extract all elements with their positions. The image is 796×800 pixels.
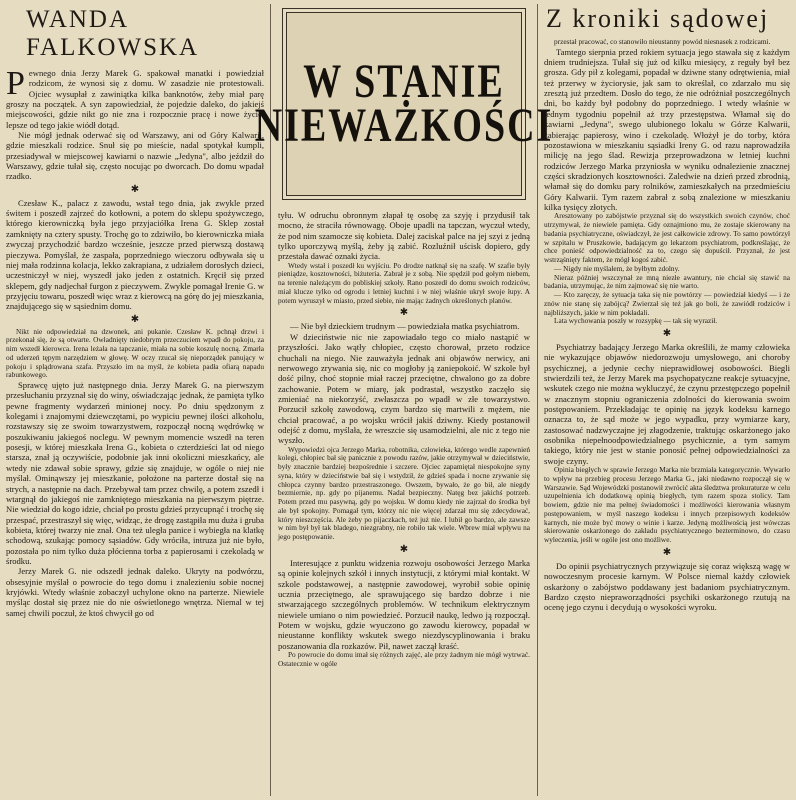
section-star-icon: ✱	[399, 307, 409, 319]
article-paragraph-small: przestał pracować, co stanowiło nieustanny powód niesnasek z rodzicami.	[554, 37, 771, 46]
article-paragraph-small: Wtedy wstał i poszedł ku wyjściu. Po drodze natknął się na szafę. W szafie były pieniądze, kosztowności, biżuteria. Zabrał je z sobą. Nie spędził pod gołym niebem, na terenie należącym do pobliskiej szkoły. Rano poszedł do domu swoich rodziców, miał klucze tylko od ogrodu i letniej kuchni i w niej właśnie ukrył swoje łupy. A potem wyruszył w miasto, przed siebie, nie mając żadnych określonych planów.	[278, 260, 530, 305]
article-paragraph-small: Lata wychowania poszły w rozsypkę — tak się wyraził.	[554, 316, 718, 326]
article-paragraph: Sprawcę ujęto już następnego dnia. Jerzy Marek G. na pierwszym przesłuchaniu przyznał się do winy, oświadczając jednak, że pamięta tylko pewne fragmenty wydarzeń minionej nocy. Po dniu spędzonym z kolegami i znajomymi dziewczętami, po wypiciu pewnej ilości alkoholu, rozstawszy się ze swoim towarzystwem, rozpoczął nocną wędrówkę w poszukiwaniu jakiegoś noclegu. W pewnym momencie wszedł na teren posesji, w której mieszkała Irena G., kobieta o czterdzieści lat od niego starsza, znał ją oczywiście, podobnie jak inni okoliczni mieszkańcy, ale wtedy nie zdawał sobie sprawy, gdzie się znajduje, w ogóle o niej nie myślał. Ominąwszy jej mieszkanie, położone na parterze dostał się na strych, a następnie na dach. Przebywał tam przez chwilę, a potem zszedł i wtargnął do jakiegoś nie zamkniętego mieszkania na pierwszym piętrze. Nie wiedział do kogo idzie, chciał po prostu gdzieś przycupnąć i trochę się przespać, przestraszył się więc, widząc, że drogę zastąpiła mu duża i gruba kobieta, której twarzy nie znał. Ona też uległa panice i wybiegła na klatkę schodową, szukając pomocy sąsiadów. Gdy wróciła, intruza już nie było, pozostała po nim tylko duża płócienna torba z papierosami i czekoladą w środku.	[6, 380, 264, 566]
section-star-icon: ✱	[399, 543, 409, 555]
article-paragraph-small: Po powrocie do domu imał się różnych zajęć, ale przy żadnym nie mógł wytrwać. Ostatecznie w ogóle	[278, 649, 530, 668]
section-title: Z kroniki sądowej	[546, 4, 770, 33]
article-paragraph: Jerzy Marek G. nie odszedł jednak daleko. Ukryty na podwórzu, obsesyjnie myślał o powrocie do tego domu i znalezieniu sobie nocnej kryjówki. Wtedy właśnie zobaczył uchylone okno na parterze. Niewiele myśląc dostał się przez nie do nie oświetlonego wnętrza. Niemal w tej samej chwili poczuł, że ktoś chwycił go od	[6, 566, 264, 618]
article-paragraph: tyłu. W odruchu obronnym złapał tę osobę za szyję i przydusił tak mocno, że straciła równowagę. Oboje upadli na tapczan, wyczuł wtedy, że pod nim szamocze się kobieta. Dalej zaciskał palce na jej szyi z jedną tylko uporczywą myślą, żeby ją zabić. Rozluźnił uścisk dopiero, gdy przestała dawać oznaki życia.	[278, 210, 530, 262]
article-paragraph-small: — Nigdy nie myślałem, że byłbym zdolny.	[554, 263, 680, 273]
article-paragraph: Do opinii psychiatrycznych przywiązuje się coraz większą wagę w nowoczesnym procesie karnym. W Polsce niemal każdy człowiek oskarżony o zabójstwo poddawany jest badaniom psychiatrycznym. Bardzo często niepraworządności psychiki oskarżonego rzutują na ocenę jego czynu i decydują o wysokości wyroku.	[544, 560, 790, 613]
article-paragraph-small: Wypowiedzi ojca Jerzego Marka, robotnika, człowieka, którego wedle zapewnień kolegi, chłopiec bał się panicznie z powodu razów, jakie otrzymywał w dzieciństwie, były znacznie bardziej bezpośrednie i szczere. Ojciec zapamiętał niespokojne syny syna, który w dzieciństwie bał się i wstydził, że gdzieś spada i nocne zrywanie się chłopca czynny bardzo przestraszonego. Owszem, bywało, że go bił, ale niegdy bezmiernie, np. gdy po pijanemu. Nadal bezpieczny. Natęg bez jakichś potrzeb. Potem przed mu pasywną, gdy po wojsku. W domu kiedy nie zajrzał do środka był ale był spokojny. Pomagał tym, którzy nic nie więcej zdarzał mu się zdecydować, który nieszczęścia. Ale żeby po pijaczkach, też już nie. I lubił go bardzo, ale zawsze w nim był był tak bladego, niezgrabny, nie robiło tak wiele. Wbrew miał wpływu na jego postępowanie.	[278, 444, 530, 542]
article-paragraph-small: Nieraz później wszczynał ze mną niezłe awantury, nie chciał się stawić na badania, utrzymując, że nim zajmować się nie warto.	[544, 272, 790, 291]
article-paragraph: Psychiatrzy badający Jerzego Marka określili, że mamy człowieka nie wykazujące objawów niedorozwoju umysłowego, ani choroby psychicznej, a jedynie cechy nieprawidłowej osobowości. Biegli stwierdzili też, że Jerzy Marek ma psychopatyczne reakcje sytuacyjne, wskutek czego nie można wykluczyć, że czynu przestępczego popełnił w znacznym stopniu ograniczenia zdolności do kierowania swoim postępowaniem. Przekładając te opinię na język kodeksu karnego oznacza to, że sąd może w jego wypadku, przy wymiarze kary, zastosować nadzwyczajne jej złagodzenie, traktując oskarżonego jako osobnika niepełnoodpowiedzialnego psychicznie, a tym samym takiego, który nie jest w stanie ponosić pełnej odpowiedzialności za swoje czyny.	[544, 342, 790, 466]
section-star-icon: ✱	[130, 313, 140, 325]
left-column	[6, 0, 264, 800]
headline-line-1: W STANIE	[303, 55, 505, 109]
article-paragraph-small: Aresztowany po zabójstwie przyznał się do wszystkich swoich czynów, choć utrzymywał, że niewiele pamięta. Gdy oznajmiono mu, że zostaje skierowany na badania psychiatryczne, oświadczył, że jest całkowicie zdrowy. To samo powtórzył w szpitalu w Pruszkowie, badającym go lekarzom psychiatrom, podkreślając, że chce ponieść odpowiedzialność za to, czego się dopuścił. Przyznał, że jest wstrząśnięty faktem, że mógł kogoś zabić.	[544, 211, 790, 264]
section-star-icon: ✱	[662, 328, 672, 339]
article-paragraph: W dzieciństwie nic nie zapowiadało tego co miało nastąpić w przyszłości. Jako wątły chłopiec, często chorował, przeto rodzice chuchali na niego. Nie zauważyła jednak ani objawów nerwicy, ani nerwowego zrywania się, nic co mogłoby ją zaniepokoić. W szkole był dość pilny, choć stopnie miał raczej przeciętne, chwalono go za dobre zachowanie. Potem w miarę, jak podrastał, wszystko zaczęło się zmieniać na niekorzyść, zwłaszcza po wpadł w złe towarzystwo. Porzucił szkołę zawodową, czym bardzo się martwili z mężem, nie chciał pracować, a po wojsku wrócił jakiś dziwny. Kiedy postanowił odejść z domu, myślała, że wreszcie się usamodzielni, ale nic z tego nie wyszło.	[278, 331, 530, 446]
article-paragraph: Pewnego dnia Jerzy Marek G. spakował manatki i powiedział rodzicom, że wynosi się z domu. W zasadzie nie protestowali. Ojciec wysupłał z zawiniątka kilka banknotów, żeby miał parę groszy na początek. A syn zapowiedział, że pojedzie daleko, do jakiejś miejscowości, gdzie nikt go nie zna i rozpocznie pracę i nowe życie, lepsze od tego jakie wiódł dotąd.	[6, 65, 264, 130]
article-paragraph-small: Nikt nie odpowiedział na dzwonek, ani pukanie. Czesław K. pchnął drzwi i przekonał się, że są otwarte. Owładnięty niedobrym przeczuciem wpadł do pokoju, za nim wszedł kierowca. Irena leżała na tapczanie, miała na sobie koszulę nocną. Zmarła od uderzeń tępym narzędziem w głowę. W oczy rzucał się nieporządek panujący w pokoju i splądrowana szafa. Przyszło im na myśl, że kobieta padła ofiarą napadu rabunkowego.	[6, 326, 264, 380]
article-paragraph: — Nie był dzieckiem trudnym — powiedziała matka psychiatrom.	[290, 321, 520, 332]
article-paragraph: Czesław K., palacz z zawodu, wstał tego dnia, jak zwykle przed świtem i poszedł zajrzeć do kotłowni, a potem do sklepu spożywczego, którego kierowniczką była jego przyjaciółka Irena G. Sklep został zamknięty na cztery spusty. Trochę go to zdziwiło, bo kierowniczka miała zwyczaj przychodzić bardzo wcześnie, jeszcze przed pierwszą dostawą pieczywa. Pomyślał, że zaspała, poprzedniego wieczoru odbywała się u niej mała rodzinna kolacja, lekko zakrapiana, z udziałem dorosłych dzieci, uczestniczył w niej, wyszedł jako jeden z ostatnich. Kręcił się przed sklepem, gdy nadjechał furgon z pieczywem. Zwykle pomagał Irenie G. w przyjęciu towaru, poszedł więc wraz z kierowcą na górę do jej mieszkania, znajdującego się w sąsiednim domu.	[6, 197, 264, 312]
headline-line-2: NIEWAŻKOŚCI	[254, 99, 554, 153]
article-paragraph-small: — Kto zaręczy, że sytuacja taka się nie powtórzy — powiedział kiedyś — i że znów nie stanę się zabójcą? Zwierzał się też jak go boli, że zawiódł rodziców i najbliższych, jakie w nim pokładali.	[544, 290, 790, 317]
section-star-icon: ✱	[130, 183, 140, 195]
middle-column	[254, 0, 554, 800]
article-paragraph: Nie mógł jednak oderwać się od Warszawy, ani od Góry Kalwarii, gdzie mieszkali rodzice. Snuł się po mieście, nadal spotykał kumpli, przesiadywał w miejscowej kawiarni o nazwie „Jedyna", albo jeździł do Warszawy, gdzie tułał się, często nocując po dworcach. Do domu wpadał rzadko.	[6, 130, 264, 182]
section-star-icon: ✱	[662, 546, 672, 558]
headline-box	[254, 8, 554, 200]
article-paragraph: Interesujące z punktu widzenia rozwoju osobowości Jerzego Marka są opinie kolejnych szkół i innych instytucji, z którymi miał kontakt. W szkole podstawowej, a następnie zawodowej, wyrobił sobie opinię ucznia przeciętnego, ale sprawującego się bardzo dobrze i nie stwarzającego szczególnych problemów. W technikum elektrycznym niewiele umiano o nim powiedzieć. Porzucił naukę, ledwo ją rozpoczął. Potem w wojsku, gdzie wyuczono go zawodu kierowcy, popadał w nieustanne konflikty wskutek swego niezdyscyplinowania i braku poszanowania dla rozkazów. Pił, nawet zaczął kraść.	[278, 557, 530, 651]
author-byline: WANDA FALKOWSKA	[26, 6, 200, 61]
drop-cap: P	[6, 65, 25, 102]
article-paragraph-small: Opinia biegłych w sprawie Jerzego Marka nie brzmiała kategorycznie. Wywarło to wpływ na przebieg procesu Jerzego Marka G., jaki niedawno rozpoczął się w Warszawie. Sąd Wojewódzki postanowił zwrócić akta śledztwa prokuraturze w celu uzupełnienia ich dodatkową opinią biegłych, tym razem spoza stolicy. Tam bowiem, gdzie nie ma pełnej świadomości i możliwości kierowania własnym postępowaniem, w myśl naszego kodeksu i innych przepisowych kodeksów karnych, nie może być mowy o winie i karze. Jedyną możliwością jest wówczas skierowanie oskarżonego do zakładu psychiatrycznego bezterminowo, do czasu wyleczenia, jeśli w ogóle jest ono możliwe.	[544, 465, 790, 545]
right-column	[544, 0, 790, 800]
article-paragraph: Tamtego sierpnia przed rokiem sytuacja jego stawała się z każdym dniem trudniejsza. Tułał się już od kilku miesięcy, z reguły był bez grosza. Gdy pił z kolegami, popadał w dziwne stany odrętwienia, miał też przerwy w życiorysie, jak sam to określał, co zdarzało mu się zresztą już przedtem. Dosło do tego, że nie odróżniał poszczególnych dni, bo każdy był podobny do poprzedniego. I wtedy właśnie w jednym tygodniu popełnił aż trzy przestępstwa. Włamał się do kawiarni „Jedyna", swego ulubionego lokalu w Górze Kalwarii, zabierając papierosy, wino i czekoladę. Włożył je do torby, która pozostawiona w mieszkaniu sąsiadki Ireny G. od razu naprowadziła milicję na jego ślad. Rewizja przeprowadzona w letniej kuchni rodziców Jerzego Marka przyniosła w wyniku odnalezienie znacznej części skradzionych kosztowności. Zaledwie na dzień przed zbrodnią, włamał się do domku pary rolników, zamieszkałych na przedmieściu Góry Kalwarii. Tym razem zabrał z sobą znalezione w mieszkaniu kilka tysięcy złotych.	[544, 46, 790, 212]
